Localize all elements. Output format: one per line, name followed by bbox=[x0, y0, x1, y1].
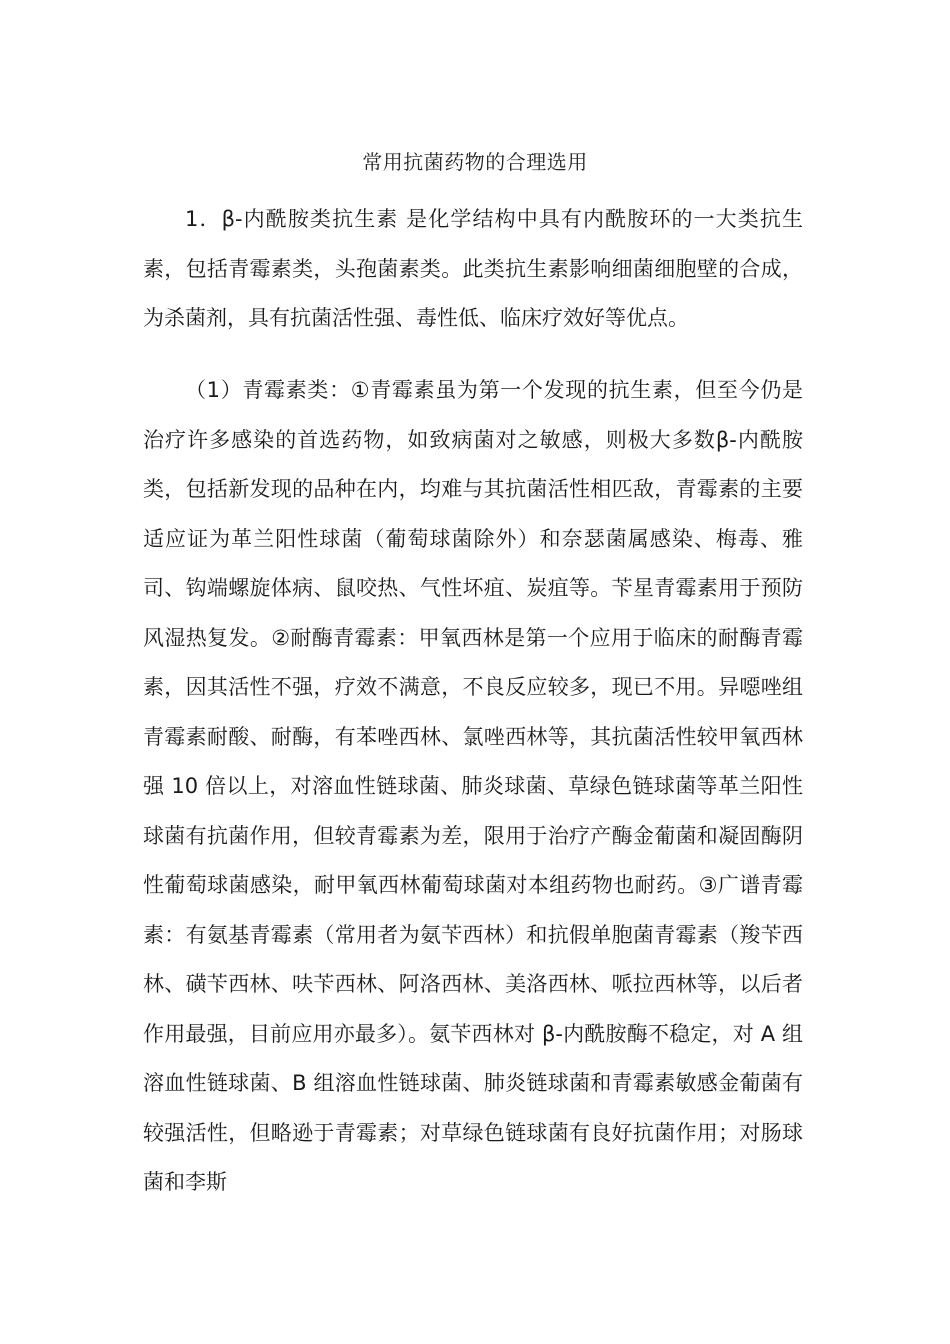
paragraph-penicillins: （1）青霉素类：①青霉素虽为第一个发现的抗生素，但至今仍是治疗许多感染的首选药物，如致病菌对之敏感，则极大多数β-内酰胺类，包括新发现的品种在内，均难与其抗菌活性相匹敌，青霉素的主要适应证为革兰阳性球菌（葡萄球菌除外）和奈瑟菌属感染、梅毒、雅司、钩端螺旋体病、鼠咬热、气性坏疽、炭疽等。苄星青霉素用于预防风湿热复发。②耐酶青霉素：甲氧西林是第一个应用于临床的耐酶青霉素，因其活性不强，疗效不满意，不良反应较多，现已不用。异噁唑组青霉素耐酸、耐酶，有苯唑西林、氯唑西林等，其抗菌活性较甲氧西林强 10 倍以上，对溶血性链球菌、肺炎球菌、草绿色链球菌等革兰阳性球菌有抗菌作用，但较青霉素为差，限用于治疗产酶金葡菌和凝固酶阴性葡萄球菌感染，耐甲氧西林葡萄球菌对本组药物也耐药。③广谱青霉素：有氨基青霉素（常用者为氨苄西林）和抗假单胞菌青霉素（羧苄西林、磺苄西林、呋苄西林、阿洛西林、美洛西林、哌拉西林等，以后者作用最强，目前应用亦最多）。氨苄西林对 β-内酰胺酶不稳定，对 A 组溶血性链球菌、B 组溶血性链球菌、肺炎链球菌和青霉素敏感金葡菌有较强活性，但略逊于青霉素；对草绿色链球菌有良好抗菌作用；对肠球菌和李斯 bbox=[143, 378, 803, 1194]
document-title: 常用抗菌药物的合理选用 bbox=[362, 150, 588, 174]
paragraph-beta-lactam-intro: 1．β-内酰胺类抗生素 是化学结构中具有内酰胺环的一大类抗生素，包括青霉素类，头孢菌素类。此类抗生素影响细菌细胞壁的合成，为杀菌剂，具有抗菌活性强、毒性低、临床疗效好等优点。 bbox=[143, 207, 803, 330]
